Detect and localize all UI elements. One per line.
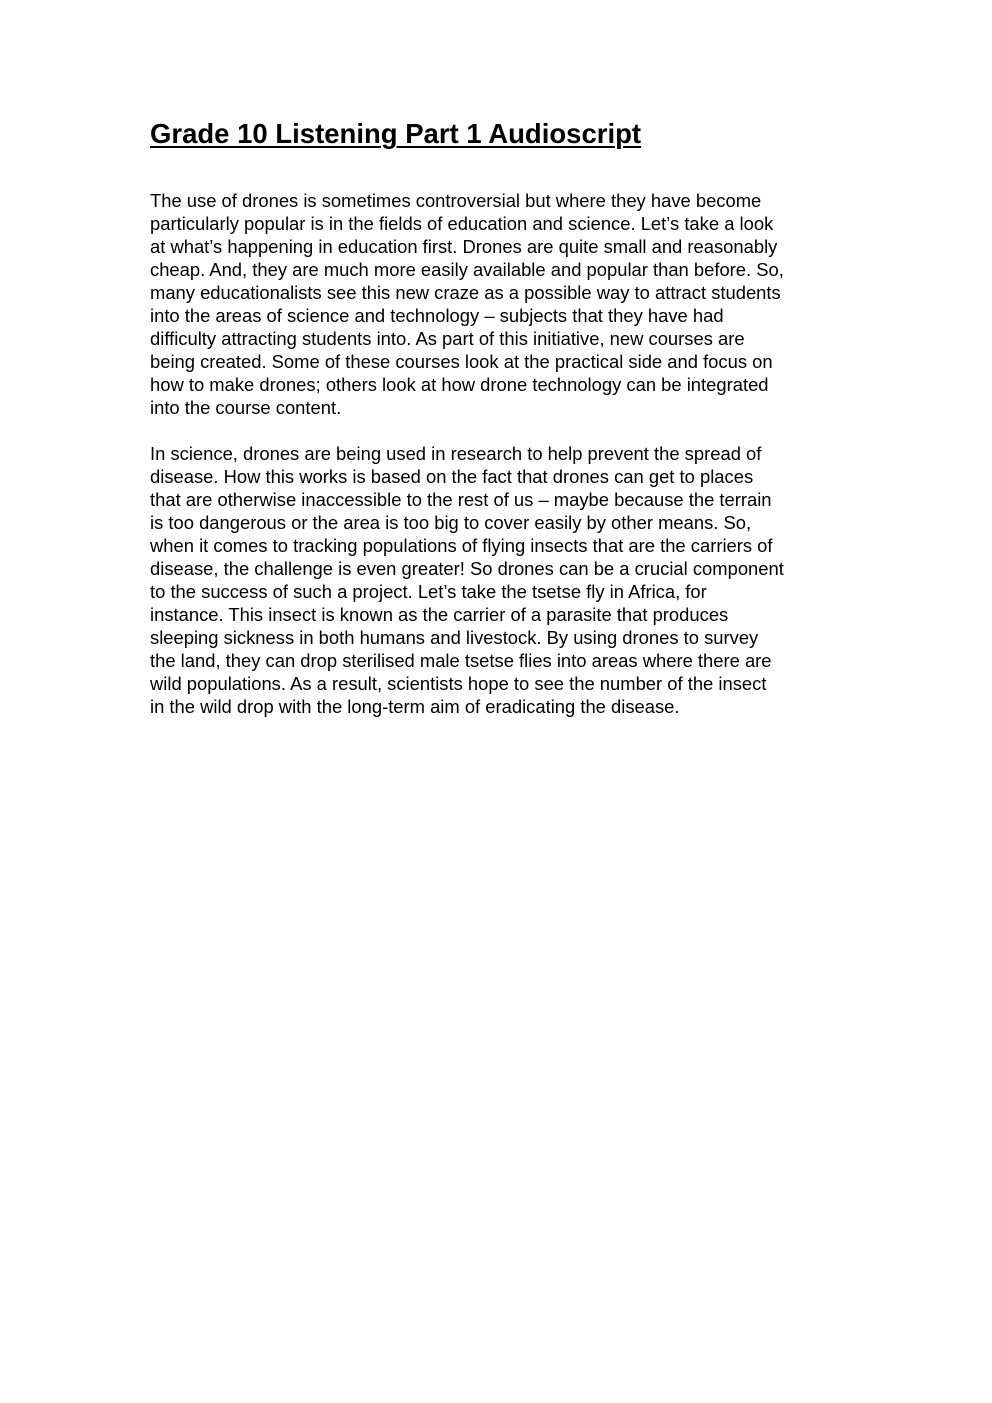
- paragraph-education: [150, 189, 870, 419]
- paragraph-line: disease. How this works is based on the fact that drones can get to places: [150, 466, 754, 487]
- paragraph-line: particularly popular is in the fields of education and science. Let’s take a look: [150, 213, 774, 234]
- paragraph-line: how to make drones; others look at how drone technology can be integrated: [150, 374, 769, 395]
- paragraph-line: in the wild drop with the long-term aim of eradicating the disease.: [150, 696, 680, 717]
- paragraph-line: sleeping sickness in both humans and livestock. By using drones to survey: [150, 627, 759, 648]
- paragraph-line: is too dangerous or the area is too big to cover easily by other means. So,: [150, 512, 752, 533]
- paragraph-line: being created. Some of these courses look at the practical side and focus on: [150, 351, 773, 372]
- paragraph-science: [150, 442, 870, 718]
- paragraph-line: into the areas of science and technology – subjects that they have had: [150, 305, 724, 326]
- paragraph-line: disease, the challenge is even greater! So drones can be a crucial component: [150, 558, 784, 579]
- paragraph-line: many educationalists see this new craze as a possible way to attract students: [150, 282, 781, 303]
- paragraph-line: when it comes to tracking populations of flying insects that are the carriers of: [150, 535, 773, 556]
- paragraph-line: into the course content.: [150, 397, 342, 418]
- paragraph-line: In science, drones are being used in research to help prevent the spread of: [150, 443, 762, 464]
- paragraph-line: to the success of such a project. Let’s take the tsetse fly in Africa, for: [150, 581, 707, 602]
- paragraph-line: instance. This insect is known as the carrier of a parasite that produces: [150, 604, 729, 625]
- paragraph-line: wild populations. As a result, scientists hope to see the number of the insect: [150, 673, 767, 694]
- paragraph-line: The use of drones is sometimes controversial but where they have become: [150, 190, 762, 211]
- paragraph-line: that are otherwise inaccessible to the rest of us – maybe because the terrain: [150, 489, 772, 510]
- paragraph-line: at what’s happening in education first. Drones are quite small and reasonably: [150, 236, 778, 257]
- paragraph-line: the land, they can drop sterilised male tsetse flies into areas where there are: [150, 650, 772, 671]
- paragraph-line: cheap. And, they are much more easily available and popular than before. So,: [150, 259, 784, 280]
- paragraph-line: difficulty attracting students into. As part of this initiative, new courses are: [150, 328, 745, 349]
- document-title: Grade 10 Listening Part 1 Audioscript: [150, 118, 642, 149]
